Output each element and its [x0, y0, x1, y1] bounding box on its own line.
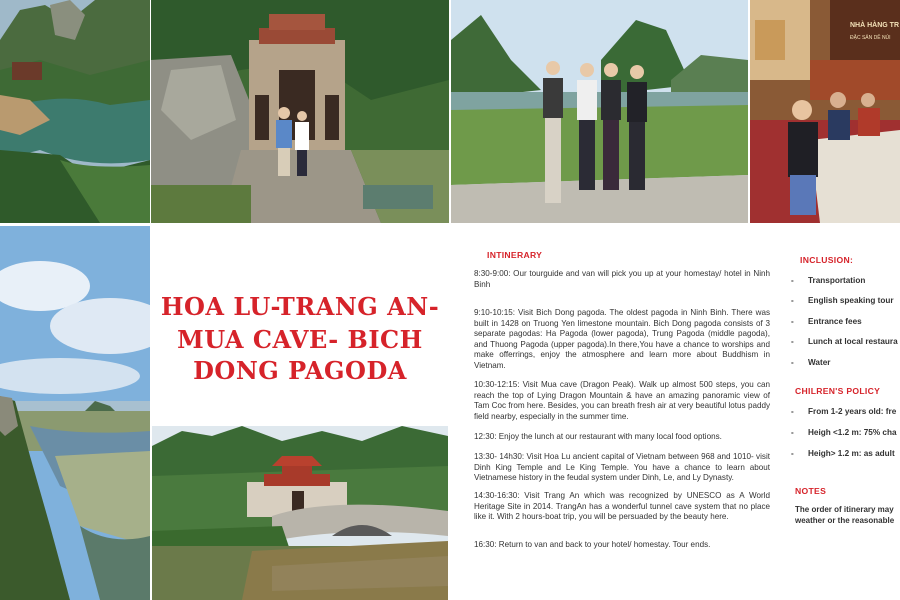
restaurant-sign — [850, 22, 900, 41]
children-policy-item: - Heigh <1.2 m: 75% cha — [791, 428, 897, 437]
inclusion-section — [778, 226, 900, 600]
children-policy-heading: CHILREN'S POLICY — [795, 386, 881, 396]
inclusion-item: - Water — [791, 358, 831, 367]
itinerary-section — [451, 226, 774, 600]
inclusion-item: - Transportation — [791, 276, 866, 285]
photo-river-valley — [0, 0, 150, 223]
itinerary-item: 8:30-9:00: Our tourguide and van will pick you up at your homestay/ hotel in Ninh Binh — [474, 269, 770, 289]
itinerary-item: 13:30- 14h30: Visit Hoa Lu ancient capital of Vietnam between 968 and 1010- visit Dinh King Temple and Le King Temple. You have a chance to learn about Vietnamese history in the feudal system under Dinh, Le, and Ly Dynasty. — [474, 452, 770, 483]
inclusion-item: - Lunch at local restaura — [791, 337, 898, 346]
children-policy-item: - From 1-2 years old: fre — [791, 407, 897, 416]
restaurant-sign-line2: ĐẶC SẢN DÊ NÚI — [850, 35, 891, 41]
inclusion-item: - English speaking tour — [791, 296, 894, 305]
photo-tour-group — [451, 0, 748, 223]
children-policy-item: - Heigh> 1.2 m: as adult — [791, 449, 895, 458]
notes-heading: NOTES — [795, 486, 827, 496]
photo-hoa-lu-gate-bridge — [152, 426, 448, 600]
title-line-2: MUA CAVE- BICH — [177, 325, 423, 354]
itinerary-item: 14:30-16:30: Visit Trang An which was recognized by UNESCO as A World Heritage Site in 2014. TrangAn has a wonderful tunnel cave system that no place like it. With 2 hours-boat trip, you will be persuaded by the beauty here. — [474, 491, 770, 522]
inclusion-heading: INCLUSION: — [800, 255, 854, 265]
itinerary-item: 9:10-10:15: Visit Bich Dong pagoda. The oldest pagoda in Ninh Binh. There was built in 1428 on Truong Yen limestone mountain. Bich Dong pagoda consists of 3 separate pagodas: Ha Pagoda (lower pagoda), Trung Pagoda (middle pagoda), and Thuong Pagoda (upper pagoda).In there,You have a chance to worships and make offerrings, enjoy the atmosphere and learn more about Buddhism in Vietnam. — [474, 308, 770, 370]
inclusion-item: - Entrance fees — [791, 317, 862, 326]
itinerary-item: 16:30: Return to van and back to your hotel/ homestay. Tour ends. — [474, 540, 711, 549]
notes-text — [795, 505, 900, 526]
restaurant-sign-line1: NHÀ HÀNG TR — [850, 22, 899, 29]
title-line-1: HOA LU-TRANG AN- — [160, 292, 440, 321]
itinerary-item: 10:30-12:15: Visit Mua cave (Dragon Peak). Walk up almost 500 steps, you can reach the top of Lying Dragon Mountain & have an amazing panoramic view of Tam Coc from here. Besides, you can breath fresh air at very beautiful lotus paddy field nearby, especially in the summer time. — [474, 380, 770, 421]
photo-aerial-view — [0, 226, 150, 600]
tour-title — [152, 226, 448, 426]
photo-temple-gate-couple — [151, 0, 449, 223]
itinerary-item: 12:30: Enjoy the lunch at our restaurant with many local food options. — [474, 432, 722, 441]
notes-line-2: weather or the reasonable — [795, 515, 895, 525]
itinerary-heading: INTINERARY — [487, 250, 543, 260]
photo-restaurant — [750, 0, 900, 223]
notes-line-1: The order of itinerary may — [795, 505, 894, 514]
title-line-3: DONG PAGODA — [193, 356, 407, 385]
